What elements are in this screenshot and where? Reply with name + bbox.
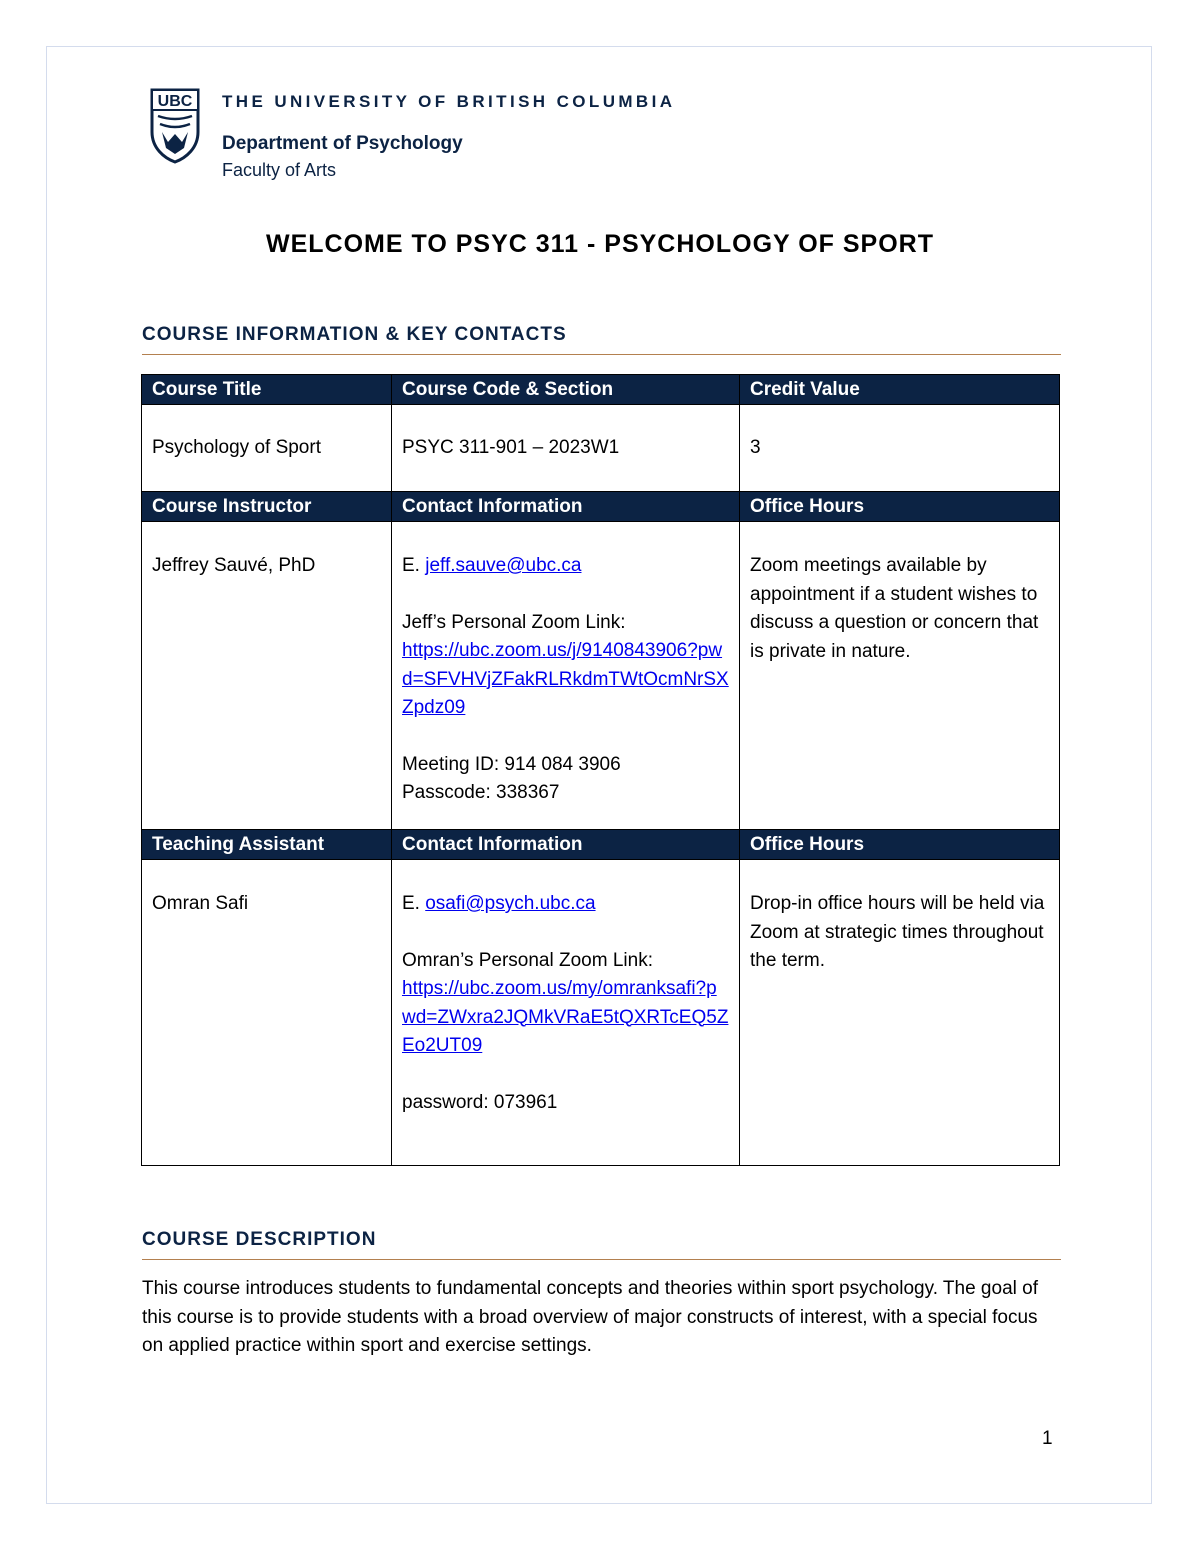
header-office-hours: Office Hours [740, 492, 1060, 522]
header-contact-information: Contact Information [392, 492, 740, 522]
instructor-meeting-id: Meeting ID: 914 084 3906 [402, 753, 621, 775]
header-course-instructor: Course Instructor [142, 492, 392, 522]
table-header-row [142, 830, 1060, 860]
course-info-heading: COURSE INFORMATION & KEY CONTACTS [142, 324, 1061, 355]
ta-email-link[interactable]: osafi@psych.ubc.ca [425, 893, 596, 914]
header-teaching-assistant: Teaching Assistant [142, 830, 392, 860]
university-name: THE UNIVERSITY OF BRITISH COLUMBIA [222, 92, 676, 111]
ta-zoom-label: Omran’s Personal Zoom Link: [402, 949, 653, 971]
header-office-hours: Office Hours [740, 830, 1060, 860]
instructor-contact-cell [392, 522, 740, 830]
logo-text: UBC [157, 93, 193, 110]
header-course-title: Course Title [142, 375, 392, 405]
table-row [142, 860, 1060, 1166]
credit-value-cell: 3 [740, 405, 1060, 492]
table-row [142, 405, 1060, 492]
instructor-zoom-link[interactable]: https://ubc.zoom.us/j/9140843906?pwd=SFVHVjZFakRLRkdmTWtOcmNrSXZpdz09 [402, 640, 729, 718]
ta-password: password: 073961 [402, 1091, 558, 1113]
instructor-email-line [402, 552, 729, 581]
faculty-name: Faculty of Arts [222, 160, 337, 180]
ta-zoom-link[interactable]: https://ubc.zoom.us/my/omranksafi?pwd=ZWxra2JQMkVRaE5tQXRTcEQ5ZEo2UT09 [402, 978, 729, 1056]
department-name: Department of Psychology [222, 133, 463, 154]
course-title-cell: Psychology of Sport [142, 405, 392, 492]
ta-email-line [402, 890, 729, 919]
instructor-office-hours-cell: Zoom meetings available by appointment if a student wishes to discuss a question or concern that is private in nature. [740, 522, 1060, 830]
instructor-email-link[interactable]: jeff.sauve@ubc.ca [425, 555, 582, 576]
instructor-name-cell: Jeffrey Sauvé, PhD [142, 522, 392, 830]
table-header-row [142, 492, 1060, 522]
table-row [142, 522, 1060, 830]
instructor-zoom-label: Jeff’s Personal Zoom Link: [402, 611, 626, 633]
page-title: WELCOME TO PSYC 311 - PSYCHOLOGY OF SPORT [266, 230, 934, 258]
header-course-code: Course Code & Section [392, 375, 740, 405]
instructor-passcode: Passcode: 338367 [402, 782, 560, 803]
ta-contact-cell [392, 860, 740, 1166]
email-prefix: E. [402, 555, 420, 576]
email-prefix: E. [402, 893, 420, 914]
header-contact-information: Contact Information [392, 830, 740, 860]
ubc-logo-icon [150, 88, 200, 164]
course-code-cell: PSYC 311-901 – 2023W1 [392, 405, 740, 492]
ta-office-hours-cell: Drop-in office hours will be held via Zoom at strategic times throughout the term. [740, 860, 1060, 1166]
course-description-heading: COURSE DESCRIPTION [142, 1229, 1061, 1260]
header-credit-value: Credit Value [740, 375, 1060, 405]
course-info-table [141, 374, 1060, 1166]
page-number: 1 [1042, 1428, 1053, 1449]
ta-name-cell: Omran Safi [142, 860, 392, 1166]
table-header-row [142, 375, 1060, 405]
course-description-text: This course introduces students to fundamental concepts and theories within sport psychology. The goal of this course is to provide students with a broad overview of major constructs of interest, with a special focus on applied practice within sport and exercise settings. [142, 1278, 1038, 1356]
